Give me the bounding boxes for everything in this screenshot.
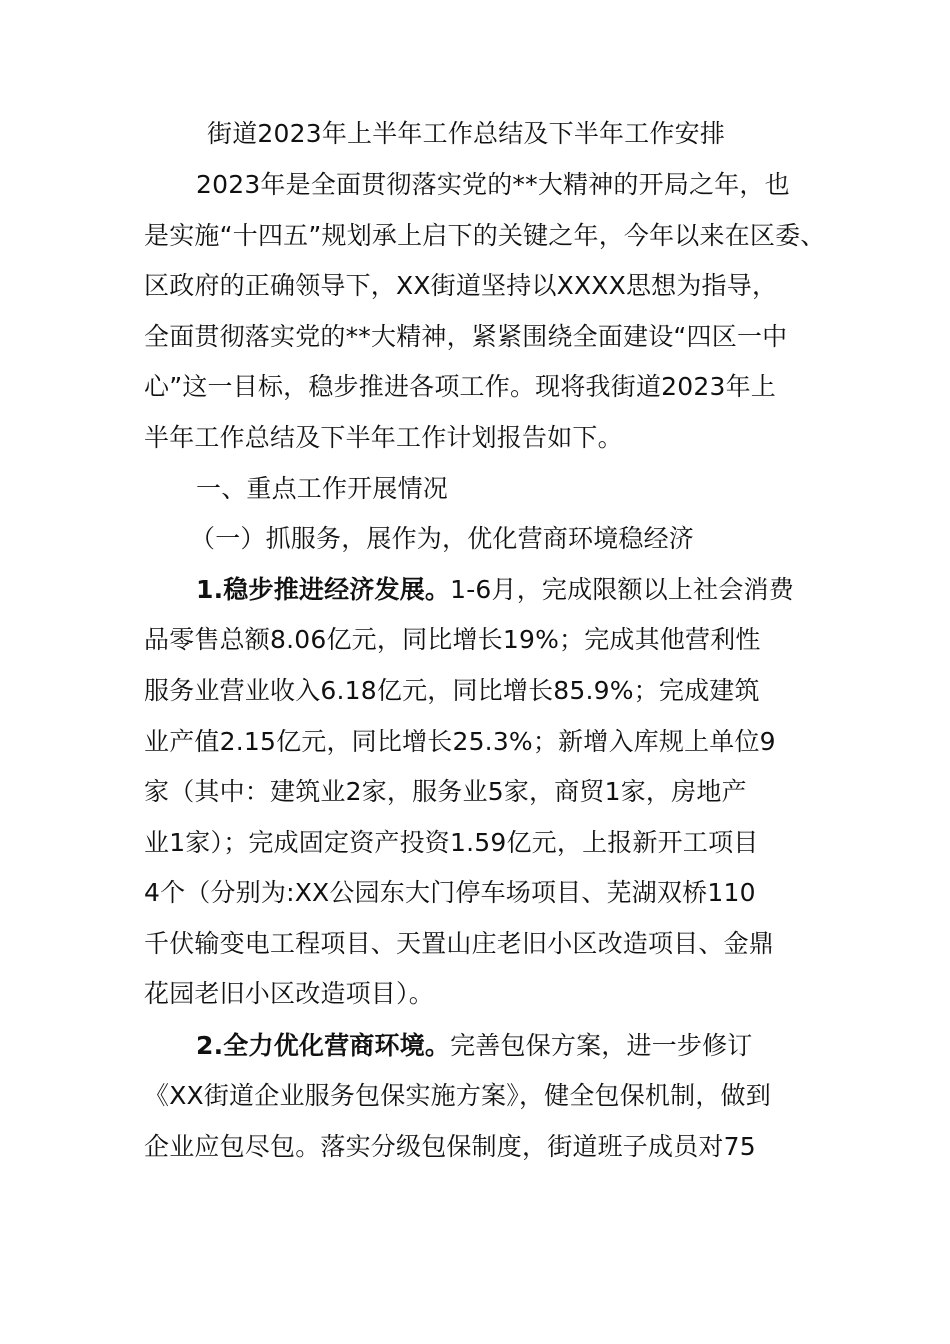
item-2-line: 企业应包尽包。落实分级包保制度，街道班子成员对75: [144, 1132, 756, 1161]
document-title: 街道2023年上半年工作总结及下半年工作安排: [207, 119, 726, 148]
section-heading: 一、重点工作开展情况: [196, 474, 449, 503]
intro-line: 2023年是全面贯彻落实党的**大精神的开局之年，也: [196, 170, 790, 199]
item-1-first-line: [196, 573, 794, 607]
intro-line: 是实施“十四五”规划承上启下的关键之年，今年以来在区委、: [144, 221, 826, 250]
item-2-heading: 2.全力优化营商环境。: [196, 1031, 451, 1060]
item-1-heading: 1.稳步推进经济发展。: [196, 575, 451, 604]
item-2-text: 完善包保方案，进一步修订: [450, 1031, 753, 1060]
item-1-line: 4个（分别为:XX公园东大门停车场项目、芜湖双桥110: [144, 878, 756, 907]
item-1-line: 业1家）；完成固定资产投资1.59亿元，上报新开工项目: [144, 828, 759, 857]
item-1-line: 千伏输变电工程项目、天置山庄老旧小区改造项目、金鼎: [144, 929, 775, 958]
item-1-text: 1-6月，完成限额以上社会消费: [450, 575, 794, 604]
item-2-line: 《XX街道企业服务包保实施方案》，健全包保机制，做到: [144, 1081, 771, 1110]
item-1-line: 品零售总额8.06亿元，同比增长19%；完成其他营利性: [144, 625, 761, 654]
item-1-line: 服务业营业收入6.18亿元，同比增长85.9%；完成建筑: [144, 676, 760, 705]
item-2-first-line: [196, 1029, 753, 1063]
intro-line: 全面贯彻落实党的**大精神，紧紧围绕全面建设“四区一中: [144, 322, 788, 351]
item-1-line: 家（其中：建筑业2家，服务业5家，商贸1家，房地产: [144, 777, 747, 806]
item-1-line: 业产值2.15亿元，同比增长25.3%；新增入库规上单位9: [144, 727, 776, 756]
item-1-line: 花园老旧小区改造项目）。: [144, 979, 434, 1008]
subsection-heading: （一）抓服务，展作为，优化营商环境稳经济: [190, 524, 695, 553]
intro-line: 半年工作总结及下半年工作计划报告如下。: [144, 423, 623, 452]
intro-line: 区政府的正确领导下，XX街道坚持以XXXX思想为指导，: [144, 271, 778, 300]
intro-line: 心”这一目标，稳步推进各项工作。现将我街道2023年上: [144, 372, 776, 401]
